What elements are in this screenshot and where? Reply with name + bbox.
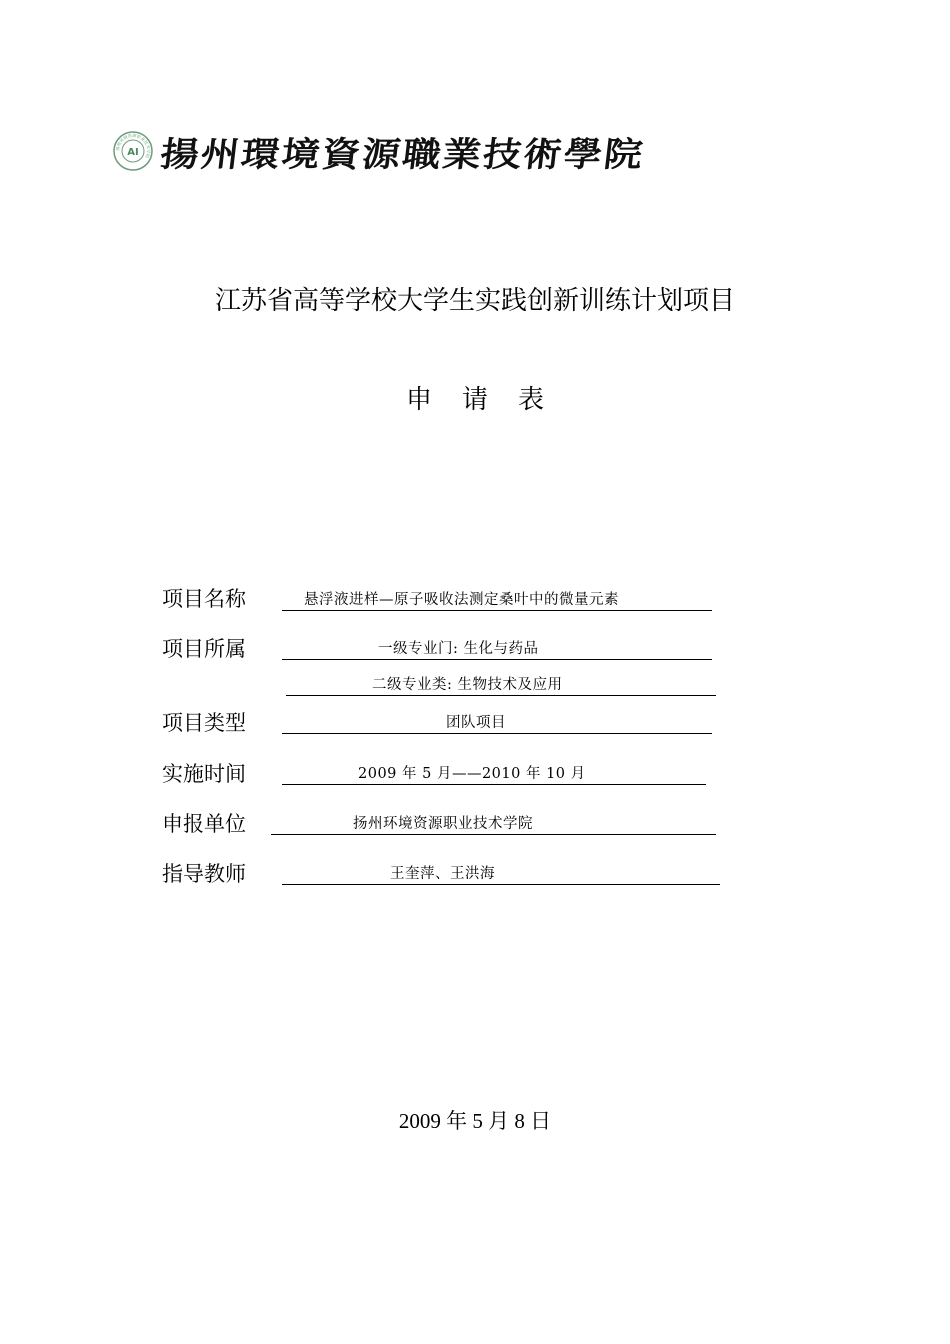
period-label: 实施时间 (162, 762, 246, 786)
seal-ring-text: 扬州环境资源职业技术学院 (114, 132, 152, 159)
affiliation-level2-value: 二级专业类: 生物技术及应用 (286, 674, 716, 696)
school-logo (113, 128, 647, 175)
school-name: 揚州環境資源職業技術學院 (158, 134, 647, 175)
advisor-value: 王奎萍、王洪海 (282, 863, 720, 885)
form-subtitle: 申请表 (405, 385, 574, 415)
period-value: 2009 年 5 月——2010 年 10 月 (282, 763, 706, 785)
unit-label: 申报单位 (162, 812, 246, 836)
project-type-label: 项目类型 (162, 711, 246, 735)
seal-mark: AI (127, 147, 139, 158)
unit-value: 扬州环境资源职业技术学院 (271, 813, 716, 835)
school-seal-icon (113, 131, 153, 171)
application-date: 2009 年 5 月 8 日 (398, 1109, 552, 1133)
project-name-value: 悬浮液进样—原子吸收法测定桑叶中的微量元素 (282, 589, 712, 611)
affiliation-level1-value: 一级专业门: 生化与药品 (282, 638, 712, 660)
page-title: 江苏省高等学校大学生实践创新训练计划项目 (214, 286, 735, 316)
project-name-label: 项目名称 (162, 587, 246, 611)
project-type-value: 团队项目 (282, 712, 712, 734)
affiliation-label: 项目所属 (162, 637, 246, 661)
advisor-label: 指导教师 (162, 862, 246, 886)
